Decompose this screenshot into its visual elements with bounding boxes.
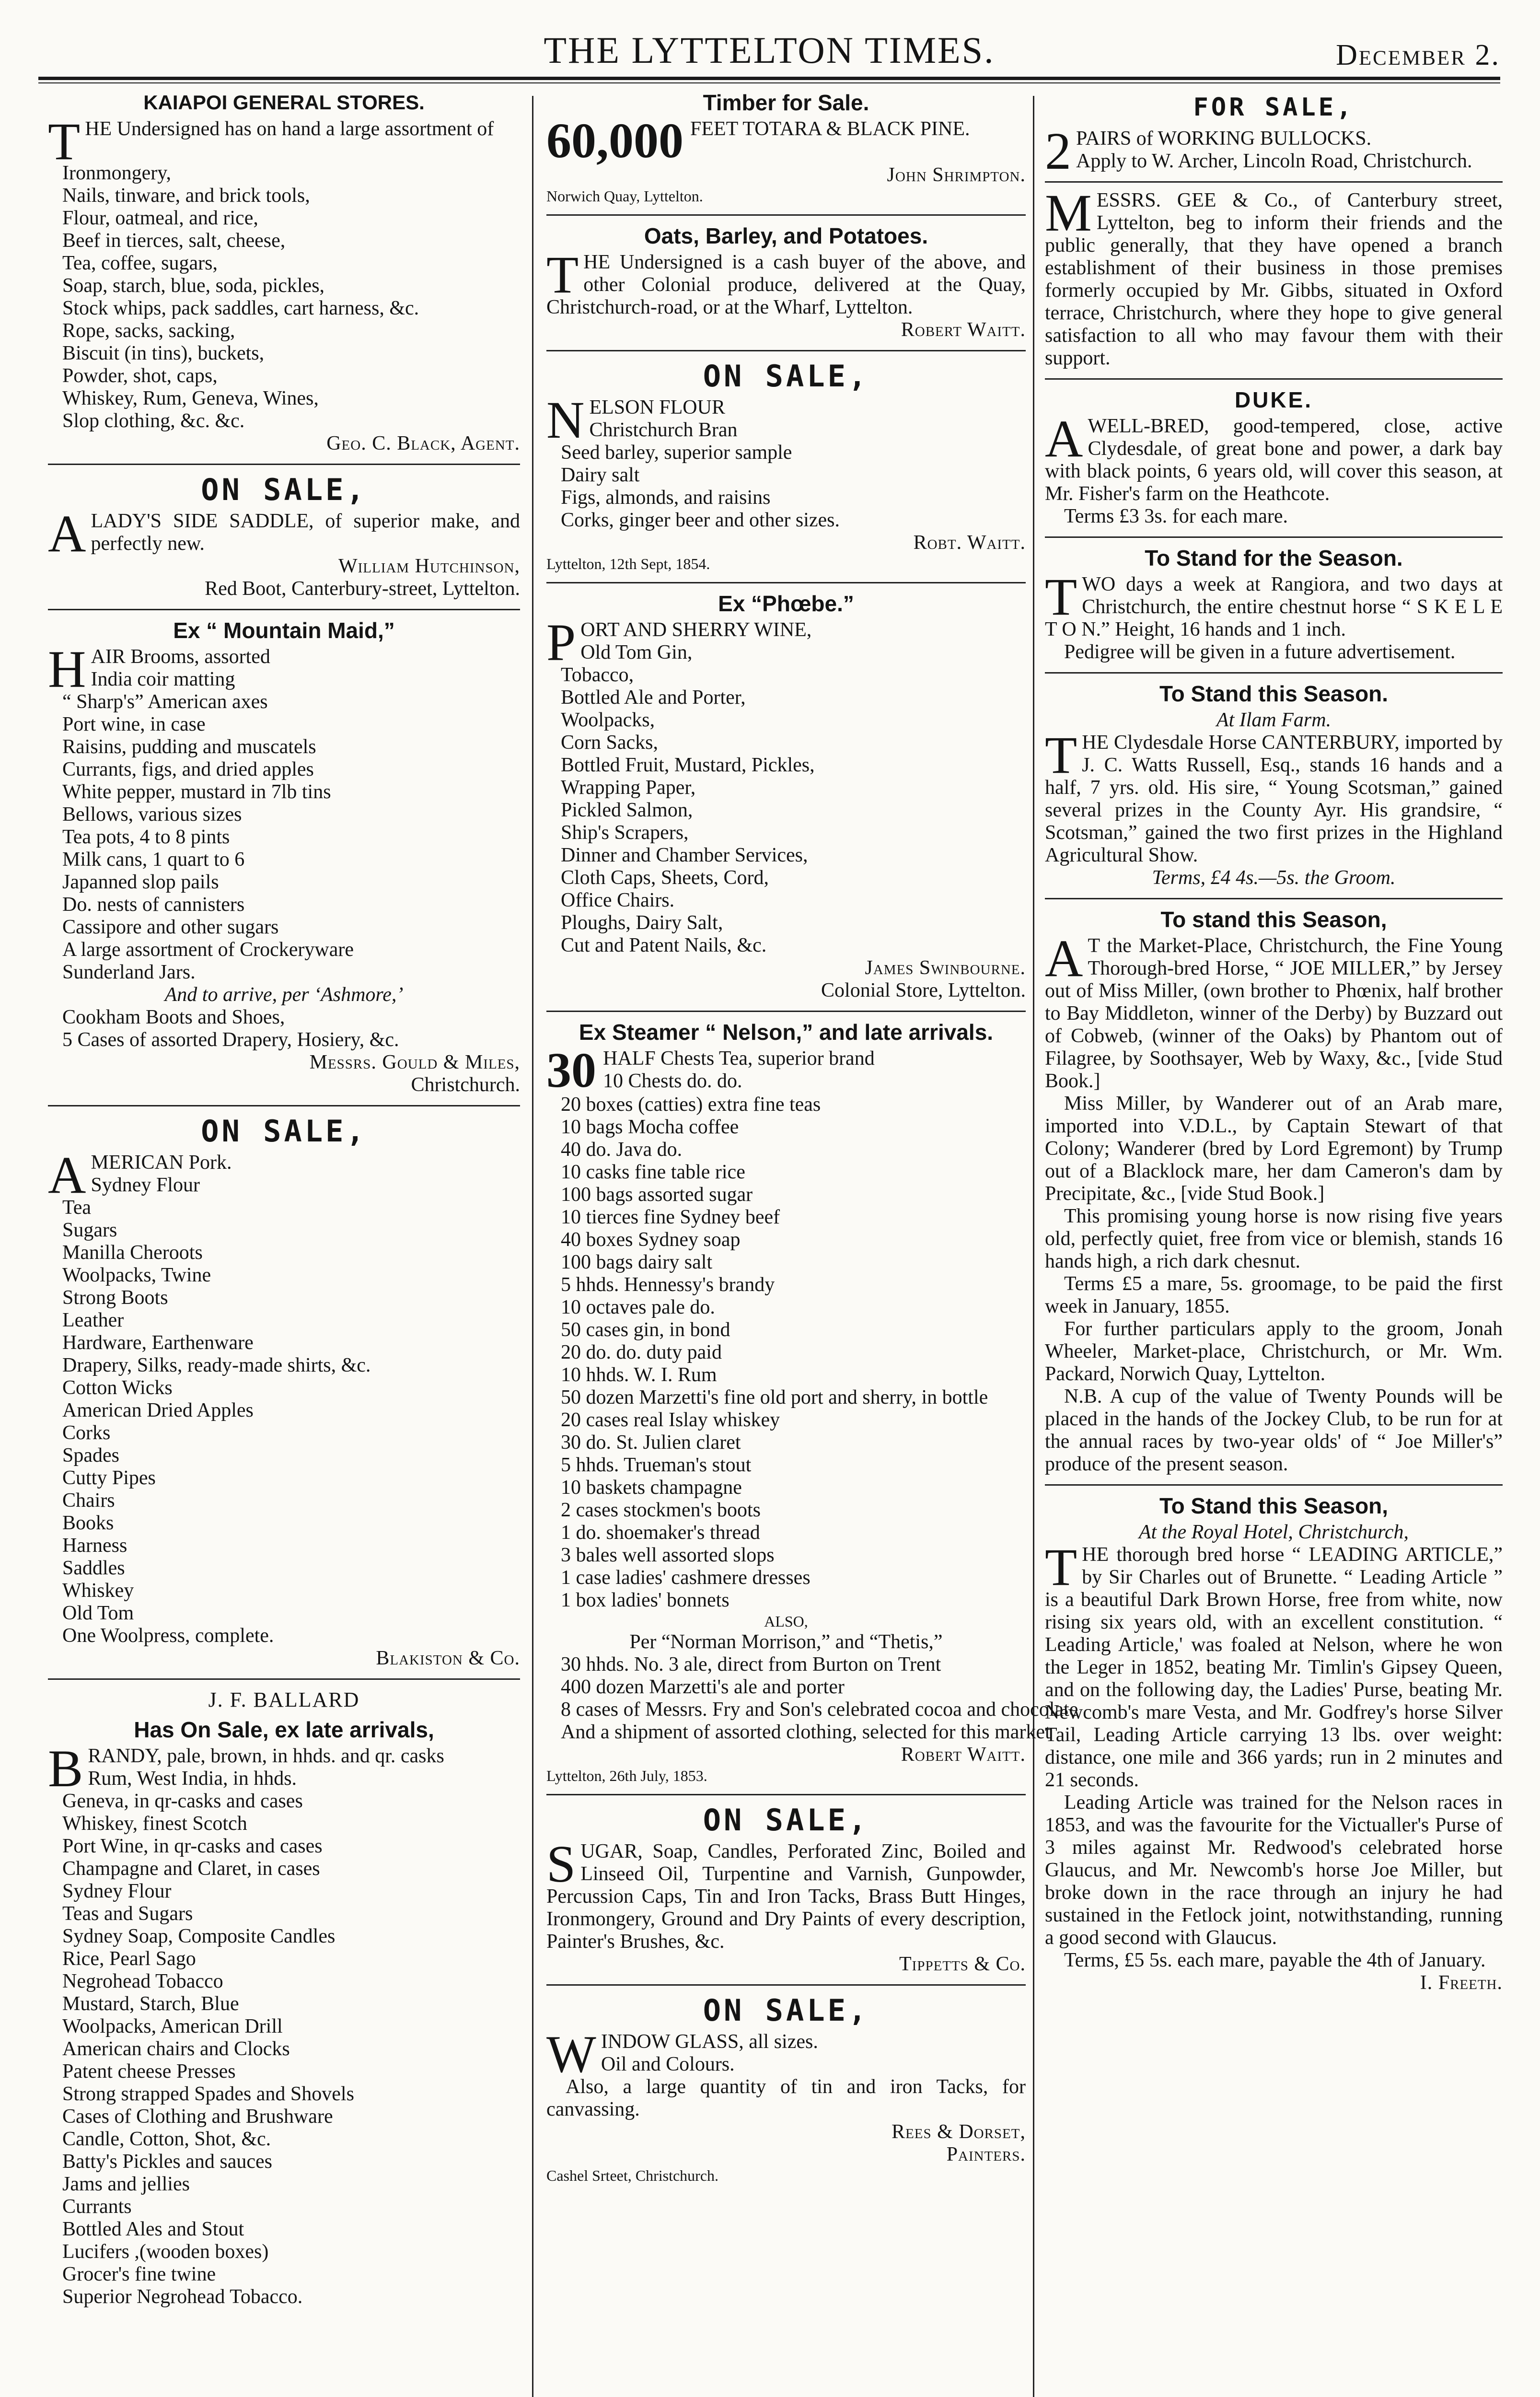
ad-timber	[546, 89, 1026, 206]
ad-heading: Has On Sale, ex late arrivals,	[134, 1717, 434, 1742]
list-item: Cut and Patent Nails, &c.	[561, 934, 767, 956]
list-item: Cassipore and other sugars	[62, 916, 279, 938]
list-item: Woolpacks, Twine	[62, 1264, 211, 1286]
item-list	[48, 1768, 520, 2308]
list-item: Ship's Scrapers,	[561, 822, 689, 844]
ad-phoebe	[546, 590, 1026, 1002]
list-item: 5 hhds. Hennessy's brandy	[561, 1274, 775, 1296]
ad-merchant-name: J. F. BALLARD	[208, 1688, 360, 1711]
drop-cap: N	[546, 391, 585, 449]
ad-place: Norwich Quay, Lyttelton.	[546, 187, 703, 205]
drop-cap: A	[48, 1146, 86, 1204]
column-divider	[532, 96, 533, 2397]
list-item: 10 hhds. W. I. Rum	[561, 1364, 717, 1386]
list-item: Sydney Flour	[91, 1174, 200, 1196]
big-number: 30	[546, 1043, 596, 1098]
list-item: Port Wine, in qr-casks and cases	[62, 1835, 323, 1857]
list-item: Sydney Soap, Composite Candles	[62, 1925, 336, 1947]
list-item: 30 do. St. Julien claret	[561, 1431, 741, 1454]
ad-divider	[1045, 378, 1503, 380]
item-list	[48, 162, 520, 432]
newspaper-title: THE LYTTELTON TIMES.	[544, 29, 995, 71]
list-item: 5 hhds. Trueman's stout	[561, 1454, 752, 1476]
ad-heading: Ex “Phœbe.”	[718, 591, 854, 616]
drop-cap: T	[1045, 1538, 1077, 1596]
list-item: “ Sharp's” American axes	[62, 691, 268, 713]
list-item: Seed barley, superior sample	[561, 442, 792, 464]
list-item: Negrohead Tobacco	[62, 1970, 223, 1992]
list-item: Old Tom Gin,	[580, 641, 693, 663]
list-item: 10 casks fine table rice	[561, 1161, 745, 1183]
list-item: Old Tom	[62, 1602, 134, 1624]
ad-skeleton	[1045, 545, 1503, 663]
ad-address: Red Boot, Canterbury-street, Lyttelton.	[205, 578, 520, 600]
ad-divider	[1045, 536, 1503, 538]
drop-cap: T	[1045, 726, 1077, 784]
ad-text: HALF Chests Tea, superior brand	[603, 1047, 875, 1070]
drop-cap: 2	[1045, 122, 1071, 180]
ad-terms: Terms, £4 4s.—5s. the Groom.	[1152, 867, 1396, 889]
ad-ballard	[48, 1687, 520, 2308]
list-item: Chairs	[62, 1489, 115, 1512]
item-list	[48, 668, 520, 984]
list-item: Nails, tinware, and brick tools,	[62, 185, 310, 207]
list-item: Patent cheese Presses	[62, 2060, 236, 2083]
ad-heading: KAIAPOI GENERAL STORES.	[143, 91, 425, 114]
list-item: 400 dozen Marzetti's ale and porter	[561, 1676, 845, 1698]
ad-text: ORT AND SHERRY WINE,	[580, 619, 812, 641]
list-item: Tea, coffee, sugars,	[62, 252, 218, 274]
list-item: Currants	[62, 2196, 132, 2218]
list-item: Cases of Clothing and Brushware	[62, 2106, 333, 2128]
list-item: Bottled Ales and Stout	[62, 2218, 244, 2240]
list-item: Currants, figs, and dried apples	[62, 758, 314, 780]
list-item: 1 case ladies' cashmere dresses	[561, 1567, 811, 1589]
ad-heading: ON SALE,	[703, 359, 869, 394]
masthead-rule	[38, 77, 1500, 80]
list-item: Whiskey	[62, 1580, 134, 1602]
ad-joe-miller	[1045, 906, 1503, 1476]
ad-heading: To Stand this Season.	[1159, 681, 1389, 706]
ad-signature: Blakiston & Co.	[376, 1647, 520, 1669]
masthead	[38, 19, 1500, 81]
ad-text: WO days a week at Rangiora, and two days at Christchurch, the entire chestnut horse “ S K E L E T O N.” Height, 16 hands and 1 inch.	[1045, 573, 1503, 640]
list-item: 20 boxes (catties) extra fine teas	[561, 1094, 821, 1116]
list-item: Drapery, Silks, ready-made shirts, &c.	[62, 1354, 371, 1376]
list-item: Office Chairs.	[561, 889, 675, 911]
list-item: Saddles	[62, 1557, 125, 1579]
item-list	[48, 1006, 520, 1051]
column-1	[48, 86, 520, 2397]
ad-signature: Robt. Waitt.	[913, 532, 1026, 554]
ad-gee-co	[1045, 184, 1503, 370]
arrival-note: And to arrive, per ‘Ashmore,’	[164, 984, 404, 1006]
ad-divider	[1045, 672, 1503, 674]
ad-divider	[546, 1794, 1026, 1795]
list-item: Bottled Ale and Porter,	[561, 687, 746, 709]
ad-heading: ON SALE,	[201, 1114, 367, 1149]
column-2	[546, 86, 1078, 2397]
list-item: Spades	[62, 1444, 119, 1466]
item-list	[546, 419, 1026, 532]
drop-cap: T	[546, 245, 579, 304]
list-item: Milk cans, 1 quart to 6	[62, 849, 245, 871]
list-item: 20 do. do. duty paid	[561, 1341, 722, 1363]
ad-text: 10 Chests do. do.	[603, 1070, 742, 1092]
list-item: Bellows, various sizes	[62, 803, 242, 826]
list-item: Christchurch Bran	[589, 419, 738, 441]
ad-signature: Robert Waitt.	[901, 319, 1026, 341]
ad-signature: Tippetts & Co.	[899, 1953, 1026, 1975]
also-label: ALSO,	[764, 1613, 808, 1630]
ad-text: AIR Brooms, assorted	[91, 646, 270, 668]
ad-nelson-flour	[546, 358, 1026, 573]
ad-heading: ON SALE,	[201, 472, 367, 507]
ad-signature: Messrs. Gould & Miles,	[309, 1051, 520, 1073]
list-item: India coir matting	[91, 668, 235, 690]
ad-text: ELSON FLOUR	[589, 396, 725, 419]
list-item: 10 baskets champagne	[561, 1477, 742, 1499]
ad-kaiapoi	[48, 89, 520, 455]
ad-text: Apply to W. Archer, Lincoln Road, Christchurch.	[1076, 150, 1472, 172]
ad-heading: Ex “ Mountain Maid,”	[173, 618, 395, 643]
list-item: Grocer's fine twine	[62, 2263, 216, 2285]
list-item: One Woolpress, complete.	[62, 1625, 274, 1647]
ad-divider	[546, 350, 1026, 351]
ad-sugar	[546, 1802, 1026, 1976]
ad-signature: Rees & Dorset,	[892, 2121, 1026, 2143]
list-item: Port wine, in case	[62, 713, 206, 735]
big-number: 60,000	[546, 113, 683, 168]
list-item: Strong strapped Spades and Shovels	[62, 2083, 354, 2105]
ad-canterbury	[1045, 680, 1503, 889]
list-item: Dairy salt	[561, 464, 640, 486]
list-item: Books	[62, 1512, 114, 1534]
list-item: Tobacco,	[561, 664, 634, 686]
list-item: 100 bags assorted sugar	[561, 1184, 753, 1206]
list-item: 100 bags dairy salt	[561, 1251, 713, 1273]
list-item: Jams and jellies	[62, 2173, 190, 2195]
list-item: Whiskey, finest Scotch	[62, 1813, 247, 1835]
ad-text: RANDY, pale, brown, in hhds. and qr. casks	[88, 1745, 444, 1767]
ad-heading: ON SALE,	[703, 1993, 869, 2028]
ad-duke	[1045, 386, 1503, 528]
list-item: 50 cases gin, in bond	[561, 1319, 730, 1341]
list-item: Ploughs, Dairy Salt,	[561, 912, 723, 934]
ad-heading: FOR SALE,	[1193, 93, 1355, 122]
ad-signature: William Hutchinson,	[338, 555, 520, 577]
ad-text: HE thorough bred horse “ LEADING ARTICLE,” by Sir Charles out of Brunette. “ Leading Article ” is a beautiful Dark Brown Horse, free from white, now rising six years old, with an excellent constitution. “ Leading Article,' was foaled at Nelson, where he won the Leger in 1852, beating Mr. Timlin's Gipsey Queen, and on the following day, the Ladies' Purse, beating Mr. Newcomb's mare Vesta, and Mr. Godfrey's horse Silver Tail, Leading Article carrying 13 lbs. over weight: distance, one mile and 366 yards; run in 2 minutes and 21 seconds.	[1045, 1544, 1503, 1791]
list-item: Superior Negrohead Tobacco.	[62, 2286, 303, 2308]
item-list	[546, 1094, 1026, 1612]
list-item: Soap, starch, blue, soda, pickles,	[62, 275, 325, 297]
ad-signature: I. Freeth.	[1420, 1972, 1503, 1994]
list-item: Rum, West India, in hhds.	[88, 1768, 297, 1790]
list-item: Beef in tierces, salt, cheese,	[62, 230, 286, 252]
drop-cap: S	[546, 1835, 576, 1893]
ad-text: WELL-BRED, good-tempered, close, active Clydesdale, of great bone and power, a dark bay with black points, 6 years old, will cover this season, at Mr. Fisher's farm on the Heathcote.	[1045, 415, 1503, 505]
ad-bullocks	[1045, 89, 1503, 180]
list-item: Sydney Flour	[62, 1880, 172, 1902]
list-item: 20 cases real Islay whiskey	[561, 1409, 780, 1431]
list-item: Cloth Caps, Sheets, Cord,	[561, 867, 769, 889]
list-item: 5 Cases of assorted Drapery, Hosiery, &c.	[62, 1029, 399, 1051]
list-item: Teas and Sugars	[62, 1903, 193, 1925]
ad-address: Christchurch.	[411, 1074, 520, 1096]
ad-text: HE Undersigned is a cash buyer of the above, and other Colonial produce, delivered at the Quay, Christchurch-road, or at the Wharf, Lyttelton.	[546, 251, 1026, 318]
drop-cap: A	[48, 504, 86, 563]
column-3	[1045, 86, 1503, 2397]
item-list	[546, 641, 1026, 957]
ad-leading-article	[1045, 1492, 1503, 1994]
issue-date: December 2.	[1336, 39, 1500, 71]
list-item: Candle, Cotton, Shot, &c.	[62, 2128, 271, 2150]
ad-heading: ON SALE,	[703, 1803, 869, 1838]
ad-terms: Terms £3 3s. for each mare.	[1064, 505, 1288, 527]
list-item: American chairs and Clocks	[62, 2038, 290, 2060]
list-item: 1 box ladies' bonnets	[561, 1589, 729, 1611]
ad-text: Oil and Colours.	[601, 2053, 735, 2075]
ad-text: FEET TOTARA & BLACK PINE.	[690, 118, 970, 140]
ad-text: INDOW GLASS, all sizes.	[601, 2031, 818, 2053]
list-item: 1 do. shoemaker's thread	[561, 1522, 760, 1544]
list-item: 40 boxes Sydney soap	[561, 1229, 741, 1251]
ad-heading: To stand this Season,	[1160, 907, 1387, 932]
list-item: Lucifers ,(wooden boxes)	[62, 2241, 269, 2263]
list-item: And a shipment of assorted clothing, selected for this market	[561, 1721, 1051, 1743]
list-item: Corn Sacks,	[561, 732, 658, 754]
list-item: Powder, shot, caps,	[62, 365, 218, 387]
list-item: Strong Boots	[62, 1287, 168, 1309]
list-item: Dinner and Chamber Services,	[561, 844, 808, 866]
list-item: 10 octaves pale do.	[561, 1296, 715, 1318]
drop-cap: B	[48, 1739, 83, 1798]
list-item: Rice, Pearl Sago	[62, 1948, 196, 1970]
vessels-line: Per “Norman Morrison,” and “Thetis,”	[629, 1631, 943, 1653]
list-item: Japanned slop pails	[62, 871, 219, 893]
ad-side-saddle	[48, 472, 520, 600]
ad-divider	[546, 1011, 1026, 1012]
ad-text: HE Clydesdale Horse CANTERBURY, imported by J. C. Watts Russell, Esq., stands 16 hands and a half, 7 yrs. old. His sire, “ Young Scotsman,” gained several prizes in the County Ayr. His grandsire, “ Scotsman,” gained the two first prizes in the Highland Agricultural Show.	[1045, 732, 1503, 866]
item-list	[546, 1653, 1078, 1744]
ad-heading: To Stand for the Season.	[1145, 546, 1403, 570]
list-item: Figs, almonds, and raisins	[561, 487, 771, 509]
ad-text: Leading Article was trained for the Nelson races in 1853, and was the favourite for the Victualler's Purse of 3 miles against Mr. Redwood's celebrated horse Glaucus, and Mr. Newcomb's horse Joe Miller, but broke down in the race through an injury he had sustained in the Fetlock joint, notwithstanding, running a good second with Glaucus.	[1045, 1792, 1503, 1949]
list-item: Sunderland Jars.	[62, 961, 196, 983]
list-item: Rope, sacks, sacking,	[62, 320, 235, 342]
ad-heading: Ex Steamer “ Nelson,” and late arrivals.	[579, 1020, 994, 1045]
list-item: Whiskey, Rum, Geneva, Wines,	[62, 387, 319, 409]
list-item: 8 cases of Messrs. Fry and Son's celebrated cocoa and chocolate	[561, 1699, 1078, 1721]
ad-divider	[1045, 1484, 1503, 1486]
ad-terms: Terms, £5 5s. each mare, payable the 4th of January.	[1064, 1949, 1486, 1971]
masthead-rule-thin	[38, 82, 1500, 83]
list-item: Stock whips, pack saddles, cart harness, &c.	[62, 297, 419, 319]
list-item: Batty's Pickles and sauces	[62, 2151, 272, 2173]
ad-heading: To Stand this Season,	[1159, 1493, 1389, 1518]
list-item: Bottled Fruit, Mustard, Pickles,	[561, 754, 815, 776]
drop-cap: T	[48, 112, 81, 171]
list-item: Slop clothing, &c. &c.	[62, 410, 245, 432]
ad-address: Colonial Store, Lyttelton.	[821, 979, 1026, 1001]
list-item: 50 dozen Marzetti's fine old port and sherry, in bottle	[561, 1386, 988, 1408]
ad-divider	[1045, 181, 1503, 183]
ad-divider	[48, 609, 520, 610]
ad-text: Miss Miller, by Wanderer out of an Arab mare, imported into V.D.L., by Captain Stewart of that Colony; Wanderer (bred by Lord Egremont) by Trump out of a Blacklock mare, her dam Cameron's dam by Precipitate, &c., [vide Stud Book.]	[1045, 1093, 1503, 1205]
ad-text: MERICAN Pork.	[91, 1152, 232, 1174]
drop-cap: M	[1045, 184, 1092, 242]
list-item: Corks, ginger beer and other sizes.	[561, 509, 840, 531]
list-item: Corks	[62, 1422, 111, 1444]
list-item: Flour, oatmeal, and rice,	[62, 207, 258, 229]
ad-text: For further particulars apply to the groom, Jonah Wheeler, Market-place, Christchurch, or Mr. Wm. Packard, Norwich Quay, Lyttelton.	[1045, 1318, 1503, 1385]
list-item: Cotton Wicks	[62, 1377, 173, 1399]
ad-divider	[546, 1984, 1026, 1986]
list-item: White pepper, mustard in 7lb tins	[62, 781, 331, 803]
ad-text: Also, a large quantity of tin and iron Tacks, for canvassing.	[546, 2076, 1026, 2120]
list-item: Biscuit (in tins), buckets,	[62, 342, 265, 364]
ad-place: Lyttelton, 26th July, 1853.	[546, 1767, 707, 1784]
column-divider	[1033, 96, 1034, 2397]
ad-text: LADY'S SIDE SADDLE, of superior make, and perfectly new.	[91, 510, 520, 555]
drop-cap: T	[1045, 568, 1077, 626]
ad-text: HE Undersigned has on hand a large assortment of	[85, 118, 494, 140]
list-item: Ironmongery,	[62, 162, 172, 184]
ad-signature: James Swinbourne.	[865, 957, 1026, 979]
list-item: Cutty Pipes	[62, 1467, 156, 1489]
ad-window-glass	[546, 1992, 1026, 2185]
list-item: 2 cases stockmen's boots	[561, 1499, 761, 1521]
ad-text: ESSRS. GEE & Co., of Canterbury street, Lyttelton, beg to inform their friends and the public generally, that they have opened a branch establishment of their business in those premises formerly occupied by Mr. Gibbs, situated in Oxford terrace, Christchurch, where they hope to give general satisfaction to all who may favour them with their support.	[1045, 189, 1503, 369]
list-item: Tea pots, 4 to 8 pints	[62, 826, 230, 848]
list-item: A large assortment of Crockeryware	[62, 939, 354, 961]
ad-subheading: At the Royal Hotel, Christchurch,	[1138, 1521, 1409, 1543]
ad-divider	[546, 582, 1026, 583]
drop-cap: P	[546, 613, 576, 672]
list-item: Raisins, pudding and muscatels	[62, 736, 316, 758]
ad-text: Pedigree will be given in a future advertisement.	[1064, 641, 1456, 663]
ad-divider	[48, 1678, 520, 1680]
list-item: Woolpacks,	[561, 709, 655, 731]
list-item: American Dried Apples	[62, 1399, 254, 1421]
ad-signature: Painters.	[946, 2143, 1026, 2165]
drop-cap: A	[1045, 409, 1083, 468]
ad-text: T the Market-Place, Christchurch, the Fine Young Thorough-bred Horse, “ JOE MILLER,” by Jersey out of Miss Miller, (own brother to Phœnix, half brother to Bay Middleton, winner of the Derby) by Buzzard out of Cobweb, (winner of the Oaks) by Phantom out of Filagree, by Soothsayer, Web by Waxy, &c., [vide Stud Book.]	[1045, 935, 1503, 1092]
ad-divider	[1045, 898, 1503, 899]
ad-signature: Geo. C. Black, Agent.	[326, 432, 520, 454]
ad-place: Cashel Srteet, Christchurch.	[546, 2167, 719, 2184]
list-item: 40 do. Java do.	[561, 1139, 683, 1161]
ad-heading: DUKE.	[1234, 387, 1313, 412]
list-item: Tea	[62, 1197, 92, 1219]
list-item: Harness	[62, 1535, 127, 1557]
list-item: Hardware, Earthenware	[62, 1332, 254, 1354]
ad-heading: Oats, Barley, and Potatoes.	[644, 223, 928, 248]
ad-text: N.B. A cup of the value of Twenty Pounds will be placed in the hands of the Jockey Club, to be run for at the annual races by two-year olds' of “ Joe Miller's” produce of the present season.	[1045, 1385, 1503, 1475]
list-item: Sugars	[62, 1219, 117, 1241]
ad-divider	[48, 464, 520, 465]
ad-subheading: At Ilam Farm.	[1216, 709, 1332, 731]
list-item: Manilla Cheroots	[62, 1242, 203, 1264]
ad-text: PAIRS of WORKING BULLOCKS.	[1076, 128, 1372, 150]
ad-divider	[546, 214, 1026, 216]
ad-terms: Terms £5 a mare, 5s. groomage, to be paid the first week in January, 1855.	[1045, 1273, 1503, 1317]
list-item: Geneva, in qr-casks and cases	[62, 1790, 303, 1812]
ad-steamer-nelson	[546, 1019, 1078, 1785]
list-item: Mustard, Starch, Blue	[62, 1993, 239, 2015]
drop-cap: H	[48, 640, 86, 698]
ad-american-pork	[48, 1113, 520, 1670]
list-item: Pickled Salmon,	[561, 799, 693, 821]
list-item: 30 hhds. No. 3 ale, direct from Burton on Trent	[561, 1653, 941, 1676]
ad-text: This promising young horse is now rising five years old, perfectly quiet, free from vice or blemish, stands 16 hands high, a rich dark chesnut.	[1045, 1205, 1503, 1272]
list-item: Leather	[62, 1309, 124, 1331]
ad-text: UGAR, Soap, Candles, Perforated Zinc, Boiled and Linseed Oil, Turpentine and Varnish, Gunpowder, Percussion Caps, Tin and Iron Tacks, Brass Butt Hinges, Ironmongery, Ground and Dry Paints of every description, Painter's Brushes, &c.	[546, 1840, 1026, 1953]
ad-mountain-maid	[48, 617, 520, 1096]
ad-signature: John Shrimpton.	[887, 164, 1026, 186]
list-item: 10 bags Mocha coffee	[561, 1116, 739, 1138]
drop-cap: A	[1045, 929, 1083, 988]
item-list	[48, 1174, 520, 1647]
drop-cap: W	[546, 2025, 596, 2083]
ad-place: Lyttelton, 12th Sept, 1854.	[546, 555, 710, 572]
ad-heading: Timber for Sale.	[703, 90, 869, 115]
list-item: Woolpacks, American Drill	[62, 2015, 283, 2037]
list-item: Do. nests of cannisters	[62, 894, 245, 916]
list-item: Cookham Boots and Shoes,	[62, 1006, 285, 1028]
list-item: Wrapping Paper,	[561, 777, 696, 799]
ad-oats	[546, 222, 1026, 341]
ad-signature: Robert Waitt.	[901, 1744, 1026, 1766]
list-item: Champagne and Claret, in cases	[62, 1858, 320, 1880]
list-item: 3 bales well assorted slops	[561, 1544, 775, 1566]
list-item: 10 tierces fine Sydney beef	[561, 1206, 780, 1228]
ad-divider	[48, 1105, 520, 1106]
